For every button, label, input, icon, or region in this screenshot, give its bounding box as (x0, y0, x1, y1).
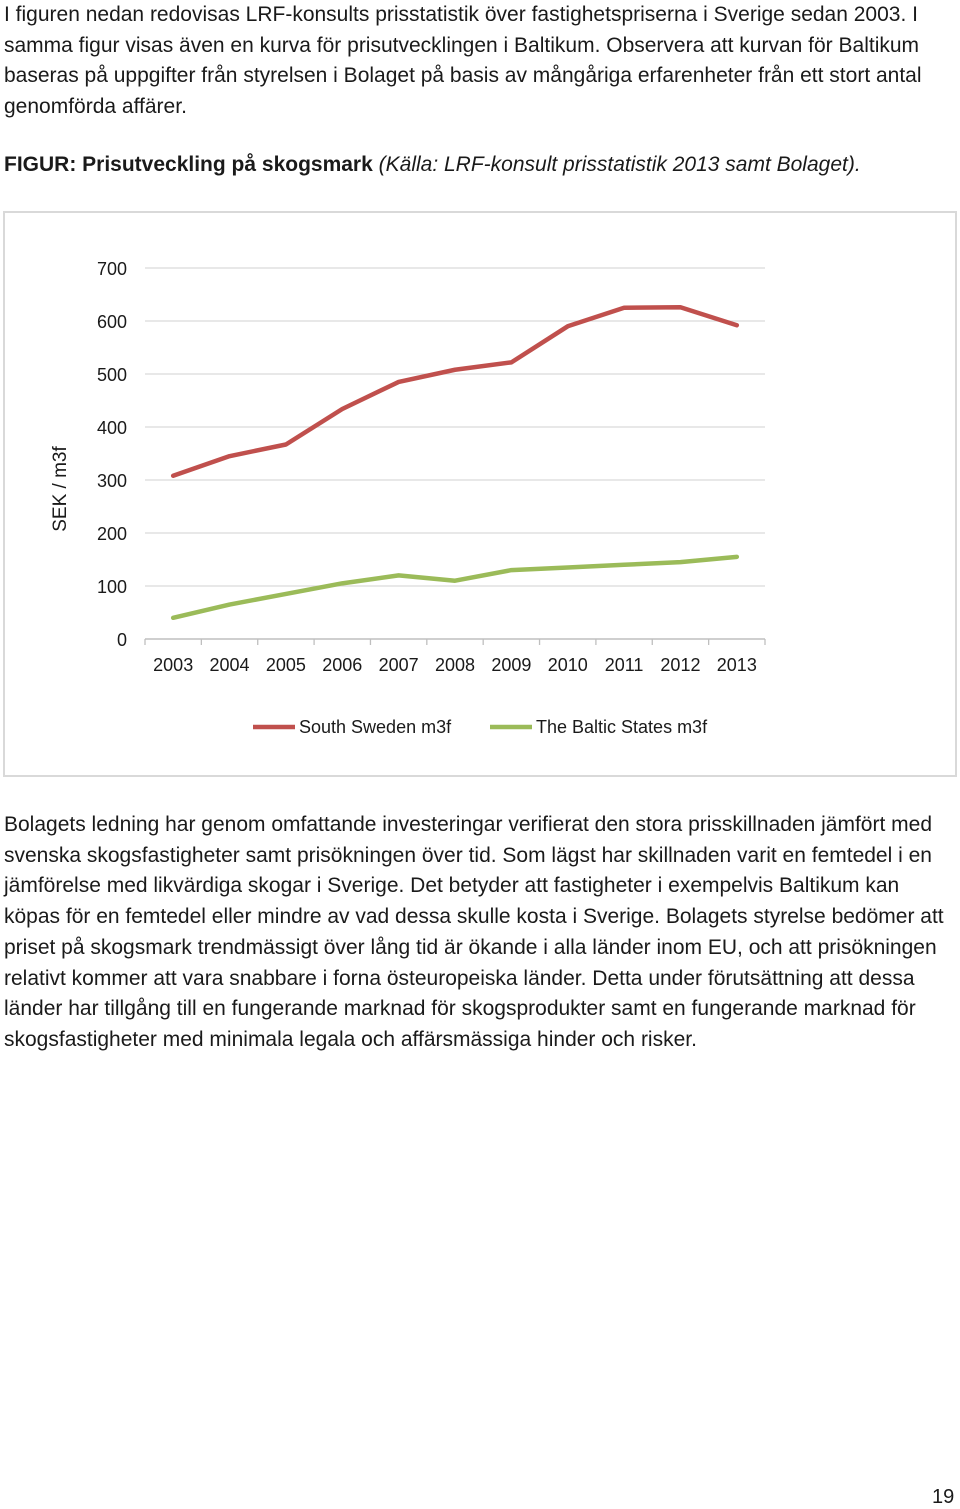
x-tick-label: 2009 (491, 655, 532, 675)
x-axis (145, 639, 765, 645)
price-chart (3, 211, 957, 777)
figure-caption-source: (Källa: LRF-konsult prisstatistik 2013 samt Bolaget). (378, 153, 861, 176)
y-tick-labels (97, 259, 127, 650)
legend-label: South Sweden m3f (299, 717, 452, 737)
series-line-1 (173, 307, 737, 476)
x-tick-label: 2008 (434, 655, 476, 675)
figure-caption-label: FIGUR: Prisutveckling på skogsmark (4, 153, 373, 176)
price-chart-svg (5, 213, 959, 779)
y-tick-label: 500 (96, 365, 127, 385)
intro-paragraph: I figuren nedan redovisas LRF-konsults prisstatistik över fastighetspriserna i Sverige sedan 2003. I samma figur visas även en kurva för prisutvecklingen i Baltikum. Observera att kurvan för Baltikum baseras på uppgifter från styrelsen i Bolaget på basis av mångåriga erfarenheter från ett stort antal genomförda affärer. (4, 3, 922, 118)
gridlines (145, 268, 765, 586)
x-tick-label: 2003 (153, 655, 194, 675)
x-tick-label: 2010 (547, 655, 588, 675)
y-axis-label: SEK / m3f (50, 446, 71, 532)
y-tick-label: 400 (96, 418, 127, 438)
y-tick-label: 100 (96, 577, 127, 597)
x-tick-labels (153, 655, 757, 675)
series-line-2 (173, 557, 737, 618)
x-tick-label: 2006 (322, 655, 363, 675)
y-tick-label: 600 (96, 312, 127, 332)
legend (253, 717, 708, 737)
x-tick-label: 2012 (660, 655, 701, 675)
y-tick-label: 200 (96, 524, 127, 544)
figure-caption (4, 150, 954, 180)
y-tick-label: 700 (96, 259, 127, 279)
legend-label: The Baltic States m3f (536, 717, 708, 737)
x-tick-label: 2005 (265, 655, 306, 675)
page-number: 19 (932, 1486, 955, 1508)
series-lines (173, 307, 737, 618)
x-tick-label: 2013 (716, 655, 757, 675)
body-paragraph: Bolagets ledning har genom omfattande investeringar verifierat den stora prisskillnaden jämfört med svenska skogsfastigheter samt prisökningen över tid. Som lägst har skillnaden varit en femtedel i en jämförelse med likvärdiga skogar i Sverige. Det betyder att fastigheter i exempelvis Baltikum kan köpas för en femtedel eller mindre av vad dessa skulle kosta i Sverige. Bolagets styrelse bedömer att priset på skogsmark trendmässigt över lång tid är ökande i alla länder inom EU, och att prisökningen relativt kommer att vara snabbare i forna östeuropeiska länder. Detta under förutsättning att dessa länder har tillgång till en fungerande marknad för skogsprodukter samt en fungerande marknad för skogsfastigheter med minimala legala och affärsmässiga hinder och risker. (4, 813, 944, 1051)
x-tick-label: 2004 (209, 655, 250, 675)
y-tick-label: 300 (96, 471, 127, 491)
x-tick-label: 2011 (604, 655, 644, 675)
x-tick-label: 2007 (378, 655, 419, 675)
y-tick-label: 0 (116, 630, 127, 650)
